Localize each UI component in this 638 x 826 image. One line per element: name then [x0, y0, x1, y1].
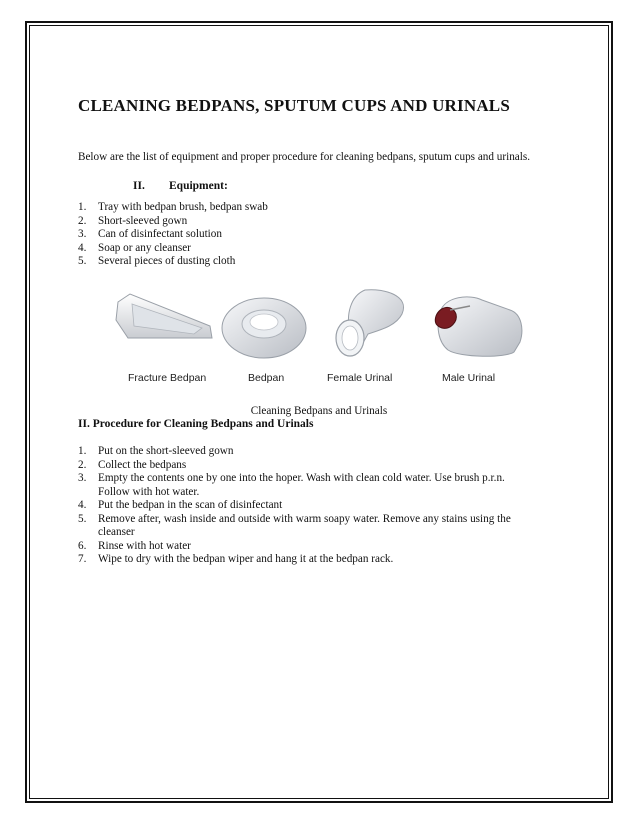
male-urinal-image — [435, 297, 522, 356]
equipment-item-text: Short-sleeved gown — [98, 214, 188, 227]
procedure-step-number: 7. — [78, 553, 87, 565]
procedure-step — [78, 553, 538, 567]
equipment-item — [78, 255, 538, 269]
equipment-item-number: 4. — [78, 241, 87, 254]
procedure-step-text: Empty the contents one by one into the hoper. Wash with clean cold water. Use brush p.r.n. Follow with hot water. — [98, 472, 505, 498]
female-urinal-image — [336, 290, 404, 356]
procedure-step-text: Wipe to dry with the bedpan wiper and hang it at the bedpan rack. — [98, 553, 394, 565]
equipment-heading-text: Equipment: — [169, 180, 228, 192]
procedure-step-number: 1. — [78, 445, 87, 457]
fracture-bedpan-image — [116, 294, 212, 338]
bedpans-urinals-figure — [110, 286, 530, 386]
figure-label-male-urinal: Male Urinal — [442, 372, 496, 384]
procedure-step-number: 6. — [78, 539, 87, 552]
procedure-step-number: 3. — [78, 472, 87, 484]
equipment-item-number: 3. — [78, 228, 87, 240]
equipment-item-text: Can of disinfectant solution — [98, 228, 222, 240]
equipment-item-text: Tray with bedpan brush, bedpan swab — [98, 201, 268, 213]
procedure-step-text: Put on the short-sleeved gown — [98, 445, 234, 457]
equipment-item-number: 5. — [78, 255, 87, 267]
procedure-step — [78, 540, 538, 554]
procedure-list — [78, 445, 538, 567]
equipment-list — [78, 201, 538, 269]
procedure-step-number: 2. — [78, 458, 87, 471]
procedure-step-text: Put the bedpan in the scan of disinfectant — [98, 499, 283, 511]
procedure-step-number: 4. — [78, 499, 87, 511]
procedure-step — [78, 445, 538, 459]
bedpan-image — [222, 298, 306, 358]
equipment-item-number: 1. — [78, 201, 87, 213]
procedure-heading: II. Procedure for Cleaning Bedpans and Urinals — [78, 418, 314, 430]
equipment-heading — [133, 180, 228, 192]
document-title: CLEANING BEDPANS, SPUTUM CUPS AND URINALS — [78, 96, 510, 115]
intro-paragraph: Below are the list of equipment and proper procedure for cleaning bedpans, sputum cups and urinals. — [78, 151, 531, 163]
procedure-step-text: Remove after, wash inside and outside with warm soapy water. Remove any stains using the cleanser — [98, 512, 511, 538]
figure-label-fracture-bedpan: Fracture Bedpan — [128, 372, 207, 384]
procedure-step-text: Rinse with hot water — [98, 539, 191, 552]
equipment-item-text: Soap or any cleanser — [98, 241, 191, 254]
procedure-step-number: 5. — [78, 512, 87, 525]
figure-caption: Cleaning Bedpans and Urinals — [250, 405, 388, 417]
figure-label-female-urinal: Female Urinal — [327, 372, 393, 384]
procedure-step — [78, 472, 538, 499]
procedure-step — [78, 499, 538, 513]
equipment-item-text: Several pieces of dusting cloth — [98, 255, 236, 267]
equipment-item — [78, 201, 538, 215]
equipment-item-number: 2. — [78, 214, 87, 227]
equipment-item — [78, 242, 538, 256]
figure-label-bedpan: Bedpan — [248, 372, 285, 384]
procedure-step — [78, 513, 538, 540]
procedure-step — [78, 459, 538, 473]
equipment-heading-number: II. — [133, 180, 145, 192]
equipment-item — [78, 215, 538, 229]
equipment-item — [78, 228, 538, 242]
procedure-step-text: Collect the bedpans — [98, 458, 187, 471]
